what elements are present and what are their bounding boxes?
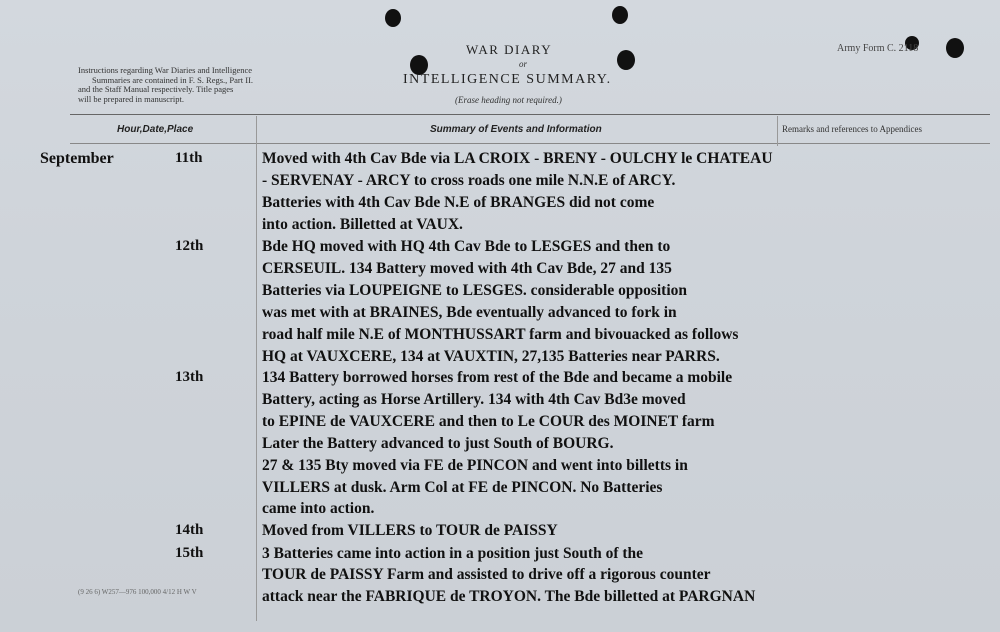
column-divider-1: [256, 116, 257, 621]
instructions-line: Instructions regarding War Diaries and Intelligence: [78, 65, 253, 75]
entry-line: was met with at BRAINES, Bde eventually advanced to fork in: [262, 304, 677, 321]
day-label: 13th: [175, 369, 204, 385]
instructions-line: will be prepared in manuscript.: [78, 93, 184, 104]
header-rule-bottom: [70, 143, 990, 144]
instructions-line: and the Staff Manual respectively. Title pages: [78, 84, 234, 94]
entry-line: VILLERS at dusk. Arm Col at FE de PINCON. No Batteries: [262, 479, 663, 496]
instructions-line: Summaries are contained in F. S. Regs., Part II.: [92, 74, 254, 85]
entry-line: to EPINE de VAUXCERE and then to Le COUR des MOINET farm: [262, 413, 715, 430]
punch-hole-1: [385, 9, 401, 27]
entry-line: road half mile N.E of MONTHUSSART farm and bivouacked as follows: [262, 326, 739, 343]
entry-line: HQ at VAUXCERE, 134 at VAUXTIN, 27,135 Batteries near PARRS.: [262, 348, 720, 365]
entry-line: came into action.: [262, 500, 375, 517]
print-code-footer: (9 26 6) W257—976 100,000 4/12 H W V: [78, 588, 197, 596]
punch-hole-2: [612, 6, 628, 24]
entry-line: Battery, acting as Horse Artillery. 134 with 4th Cav Bd3e moved: [262, 391, 686, 408]
title-war-diary: WAR DIARY: [466, 42, 553, 57]
column-header-summary: Summary of Events and Information: [430, 124, 602, 135]
entry-line: into action. Billetted at VAUX.: [262, 216, 463, 233]
entry-line: Moved with 4th Cav Bde via LA CROIX - BRENY - OULCHY le CHATEAU: [262, 150, 773, 167]
column-header-remarks: Remarks and references to Appendices: [782, 124, 922, 134]
entry-line: Moved from VILLERS to TOUR de PAISSY: [262, 522, 558, 539]
entry-line: CERSEUIL. 134 Battery moved with 4th Cav Bde, 27 and 135: [262, 260, 672, 277]
entry-line: Bde HQ moved with HQ 4th Cav Bde to LESGES and then to: [262, 238, 671, 255]
entry-line: - SERVENAY - ARCY to cross roads one mile N.N.E of ARCY.: [262, 172, 676, 189]
entry-line: Batteries via LOUPEIGNE to LESGES. considerable opposition: [262, 282, 688, 299]
entry-line: 134 Battery borrowed horses from rest of the Bde and became a mobile: [262, 369, 733, 386]
entry-line: 3 Batteries came into action in a position just South of the: [262, 545, 644, 562]
day-label: 11th: [175, 150, 203, 166]
column-divider-2: [777, 116, 778, 146]
entry-line: attack near the FABRIQUE de TROYON. The Bde billetted at PARGNAN: [262, 588, 756, 605]
punch-hole-4: [617, 50, 635, 70]
month-label: September: [40, 150, 114, 167]
day-label: 12th: [175, 238, 204, 254]
army-form-number: Army Form C. 2118: [837, 43, 919, 54]
entry-line: 27 & 135 Bty moved via FE de PINCON and went into billetts in: [262, 457, 688, 474]
entry-line: Later the Battery advanced to just South of BOURG.: [262, 435, 614, 452]
erase-note: (Erase heading not required.): [455, 95, 562, 105]
header-rule: [70, 114, 990, 115]
entry-line: TOUR de PAISSY Farm and assisted to drive off a rigorous counter: [262, 566, 711, 583]
column-header-hour-date-place: Hour,Date,Place: [117, 124, 194, 135]
day-label: 14th: [175, 522, 204, 538]
instructions-note: [78, 66, 318, 104]
title-intelligence-summary: INTELLIGENCE SUMMARY.: [403, 72, 612, 87]
punch-hole-6: [946, 38, 964, 58]
title-or: or: [519, 59, 528, 69]
day-label: 15th: [175, 545, 204, 561]
entry-line: Batteries with 4th Cav Bde N.E of BRANGES did not come: [262, 194, 655, 211]
